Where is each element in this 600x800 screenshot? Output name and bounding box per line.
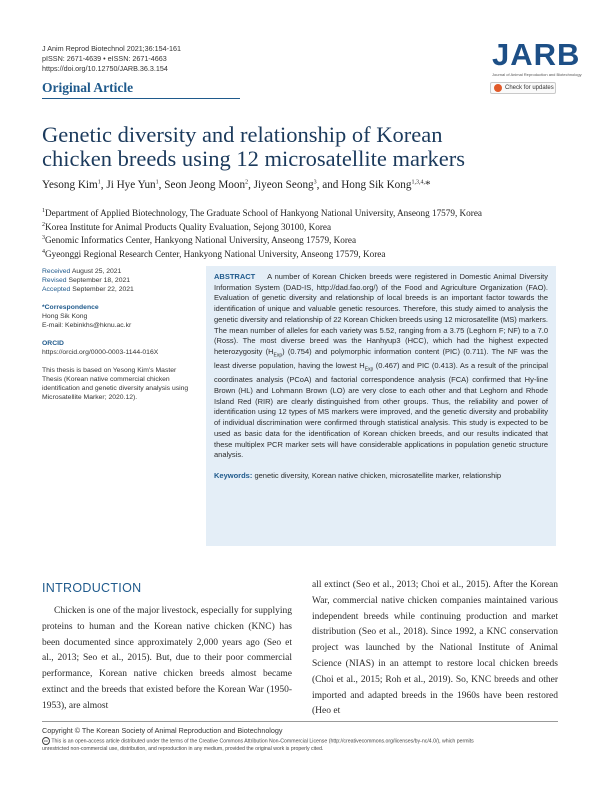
correspondence-name: Hong Sik Kong [42,313,88,320]
article-sidebar [42,267,194,402]
section-rule [42,98,240,99]
affiliation: $^2$Korea Institute for Animal Products Quality Evaluation, Sejong 30100, Korea [42,221,332,232]
affiliation: $^4$Gyeonggi Regional Research Center, Hankyong National University, Anseong 17579, Korea [42,248,386,260]
orcid-link[interactable]: https://orcid.org/0000-0003-1144-016X [42,349,159,356]
corresponding-mark: * [424,179,431,191]
journal-citation: J Anim Reprod Biotechnol 2021;36:154-161 [42,44,182,53]
footer-rule [42,721,558,722]
author: Ji Hye Yun$^1$, [106,179,165,191]
keywords: Keywords: genetic diversity, Korean native chicken, microsatellite marker, relationship [214,470,502,480]
cc-icon: cc [44,738,48,743]
author-list [42,179,562,191]
title-line-1: Genetic diversity and relationship of Korean [42,122,443,147]
section-label: Original Article [42,80,134,95]
affiliation: $^1$Department of Applied Biotechnology, The Graduate School of Hankyong National University, Anseong 17579, Korea [42,208,482,219]
check-updates-label: Check for updates [505,85,554,91]
author: Hong Sik Kong$^{1,3,4,}$ [341,179,425,191]
correspondence-heading: *Correspondence [42,304,99,311]
abstract-heading: ABSTRACT [214,272,256,281]
abstract-text: ABSTRACT A number of Korean Chicken breeds were registered in Domestic Animal Diversity Information System (DAD-IS, http://dad.fao.org/) of the Food and Agriculture Organization (FAO). Evaluation of genetic diversity and relationship of local breeds is an important factor towards the identification of unique and valuable genetic resources. Therefore, this study aimed to analysis the genetic diversity and relationship of 22 Korean Chicken breeds using 12 microsatellite (MS) markers. The mean number of alleles for each variety was 5.52, ranging from a 3.75 (Leghorn F; NF) to a 7.0 (Ross). The most diverse breed was the Hanhyup3 (HCC), which had the highest expected heterozygosity $(H_{Exp})$ (0.754) and polymorphic information content (PIC) (0.711). The NF was the least diverse population, having the lowest $H_{Exp}$ (0.467) and PIC (0.413). As a result of the principal coordinates analysis (PCoA) and factorial correspondence analysis (FCA) confirmed that Hy-line Brown (HL) and Lohmann Brown (LO) are very close to each other and that Leghorn and Rhode Island Red (RIR) are clearly distinguished from other groups. Thus, the reliability and power of identification using 12 types of MS markers were improved, and the genetic diversity and probability of individual discrimination were confirmed through statistical analysis. This study is expected to be used as basic data for the identification of Korean chicken breeds, and our results indicated that these multiplex PCR marker sets will have considerable applications in population genetic structure analysis. [214,272,548,460]
article-title [42,123,562,171]
affiliation: $^3$Genomic Informatics Center, Hankyong National University, Anseong 17579, Korea [42,235,357,246]
copyright-notice: Copyright © The Korean Society of Animal Reproduction and Biotechnology [42,726,283,735]
author: Seon Jeong Moon$^2$, [164,179,254,191]
body-column-right: all extinct (Seo et al., 2013; Choi et al., 2015). After the Korean War, commercial native chicken companies maintained various independent breeds while continuing production and market distribution (Seo et al., 2018). Since 1992, a KNC conservation project was launched by the National Institute of Animal Science (NIAS) in an attempt to restore local chicken breeds (Choi et al., 2015; Roh et al., 2019). So, KNC breeds and other imported and adapted breeds in the 1960s have been restored (Heo et [312,580,558,717]
author: Jiyeon Seong$^3$, and [253,179,342,191]
journal-logo-subtitle: Journal of Animal Reproduction and Biotechnology [492,72,582,77]
journal-meta [42,44,181,74]
accepted-date: Accepted September 22, 2021 [42,286,134,293]
abstract-box [206,266,556,546]
author: Yesong Kim$^1$, [42,179,107,191]
received-date: Received August 25, 2021 [42,268,122,275]
affiliations [42,206,572,261]
revised-date: Revised September 18, 2021 [42,277,131,284]
license-notice: cc This is an open-access article distributed under the terms of the Creative Commons Attribution Non-Commercial License (http://creativecommons.org/licenses/by-nc/4.0/), which permits unrestricted non-commercial use, distribution, and reproduction in any medium, provided the original work is properly cited. [42,738,474,752]
issn: pISSN: 2671-4639 • eISSN: 2671-4663 [42,54,167,63]
thesis-note: This thesis is based on Yesong Kim's Master Thesis (Korean native commercial chicken identification and genetic diversity analysis using Microsatellite Marker; 2020.12). [42,367,189,401]
check-updates-icon [494,84,502,92]
title-line-2: chicken breeds using 12 microsatellite markers [42,146,465,171]
doi-link[interactable]: https://doi.org/10.12750/JARB.36.3.154 [42,64,168,73]
journal-logo: JARB [492,37,581,72]
orcid-heading: ORCID [42,340,64,347]
check-for-updates-button[interactable] [490,82,556,94]
introduction-heading: INTRODUCTION [42,581,142,595]
correspondence-email[interactable]: E-mail: Kebinkhs@hknu.ac.kr [42,322,132,329]
body-column-left: Chicken is one of the major livestock, especially for supplying proteins to human and the Korean native chicken (KNC) has been documented since approximately 2,000 years ago (Seo et al., 2013; Seo et al., 2015). But, due to their poor commercial performance, Korean native chicken breeds almost became extinct and the breeds that existed before the Korean War (1950-1953), are almost [42,606,292,711]
